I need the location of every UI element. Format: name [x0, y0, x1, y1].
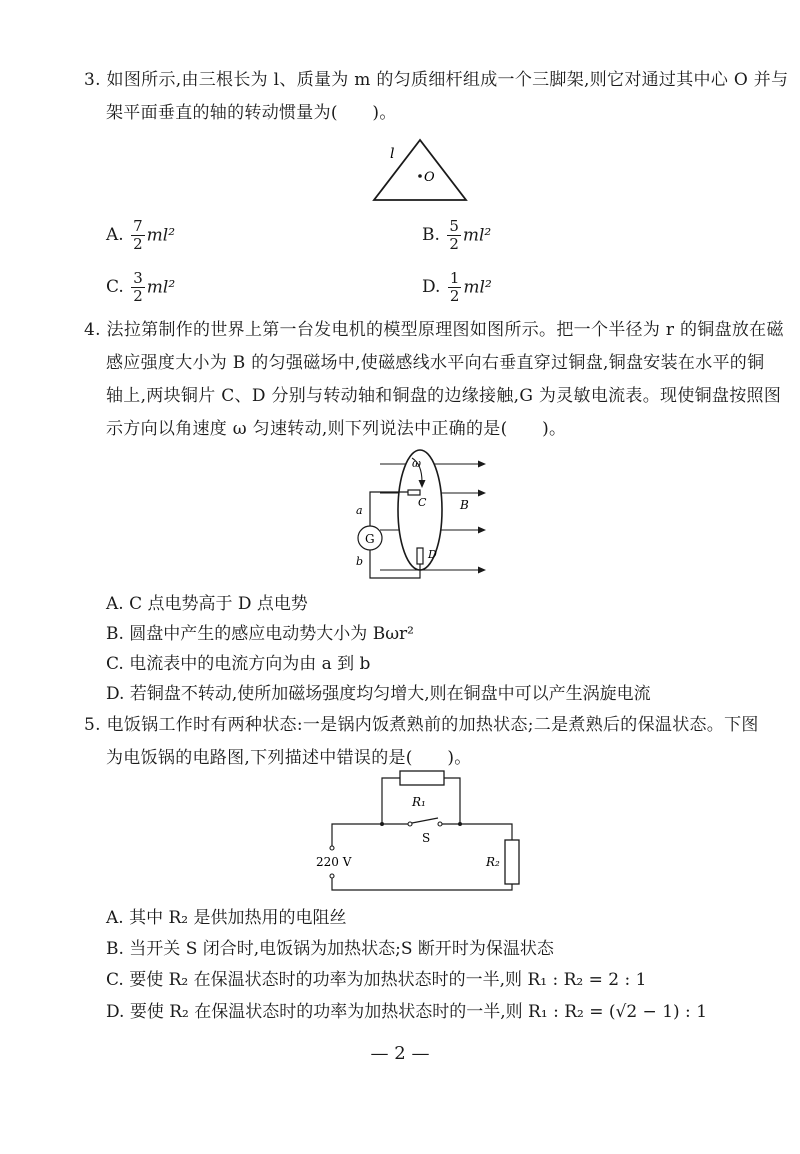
q4-generator-figure — [340, 448, 500, 588]
fraction — [131, 218, 145, 253]
q5-option-d[interactable]: D. 要使 R₂ 在保温状态时的功率为加热状态时的一半,则 R₁ : R₂ = (√2 − 1) : 1 — [106, 1002, 708, 1022]
q5-option-c[interactable]: C. 要使 R₂ 在保温状态时的功率为加热状态时的一半,则 R₁ : R₂ = 2 : 1 — [106, 970, 647, 990]
d-label: D — [428, 548, 437, 561]
switch-blade — [412, 818, 438, 823]
q3-option-d[interactable] — [422, 270, 492, 305]
option-letter: D. — [422, 277, 441, 297]
q3-line-2: 架平面垂直的轴的转动惯量为( )。 — [106, 103, 397, 123]
c-label: C — [418, 496, 427, 509]
fraction — [447, 218, 461, 253]
q3-line-1 — [84, 68, 788, 92]
field-arrow-2 — [478, 490, 486, 497]
q4-option-a[interactable]: A. C 点电势高于 D 点电势 — [106, 594, 308, 614]
main-wire-right — [442, 824, 512, 840]
q4-option-c[interactable]: C. 电流表中的电流方向为由 a 到 b — [106, 654, 371, 674]
field-arrow-4 — [478, 567, 486, 574]
denominator: 2 — [449, 235, 459, 253]
main-wire-left — [332, 824, 408, 846]
option-tail: ml² — [146, 225, 176, 246]
voltage-label: 220 V — [316, 855, 352, 869]
denominator: 2 — [133, 287, 143, 305]
r1-branch — [382, 778, 400, 824]
g-label: G — [365, 532, 375, 546]
option-tail: ml² — [146, 277, 176, 298]
omega-label: ω — [412, 457, 421, 470]
q5-number: 5. — [84, 715, 101, 735]
field-arrow-1 — [478, 461, 486, 468]
q4-number: 4. — [84, 320, 101, 340]
q3-option-b[interactable] — [422, 218, 491, 253]
brush-c — [408, 490, 420, 495]
q5-circuit-figure — [316, 766, 530, 891]
q4-stem-1: 法拉第制作的世界上第一台发电机的模型原理图如图所示。把一个半径为 r 的铜盘放在磁 — [106, 320, 784, 340]
fraction — [448, 270, 462, 305]
q3-stem-1: 如图所示,由三根长为 l、质量为 m 的匀质细杆组成一个三脚架,则它对通过其中心 O 并与 — [106, 70, 789, 90]
q4-option-b[interactable]: B. 圆盘中产生的感应电动势大小为 Bωr² — [106, 624, 414, 644]
q5-line-1 — [84, 713, 759, 737]
q3-number: 3. — [84, 70, 101, 90]
q5-stem-1: 电饭锅工作时有两种状态:一是锅内饭煮熟前的加热状态;二是煮熟后的保温状态。下图 — [106, 715, 759, 735]
option-letter: C. — [106, 277, 124, 297]
bottom-wire — [332, 878, 512, 890]
q5-line-2: 为电饭锅的电路图,下列描述中错误的是( )。 — [106, 748, 472, 768]
resistor-r1 — [400, 771, 444, 785]
r2-label: R₂ — [486, 855, 500, 869]
q4-line-4: 示方向以角速度 ω 匀速转动,则下列说法中正确的是( )。 — [106, 419, 567, 439]
a-label: a — [356, 504, 363, 517]
terminal-bottom — [330, 874, 334, 878]
tripod-triangle — [374, 140, 466, 200]
resistor-r2 — [505, 840, 519, 884]
q3-option-c[interactable] — [106, 270, 175, 305]
switch-pin-right — [438, 822, 442, 826]
denominator: 2 — [133, 235, 143, 253]
field-arrow-3 — [478, 527, 486, 534]
terminal-top — [330, 846, 334, 850]
r1-branch-right — [444, 778, 460, 824]
numerator: 5 — [449, 217, 459, 235]
option-tail: ml² — [462, 225, 492, 246]
fraction — [131, 270, 145, 305]
q4-line-1 — [84, 318, 784, 342]
q5-option-a[interactable]: A. 其中 R₂ 是供加热用的电阻丝 — [106, 908, 347, 928]
junction-left — [380, 822, 384, 826]
switch-pin-left — [408, 822, 412, 826]
denominator: 2 — [449, 287, 460, 305]
r1-label: R₁ — [412, 795, 426, 809]
q4-line-3: 轴上,两块铜片 C、D 分别与转动轴和铜盘的边缘接触,G 为灵敏电流表。现使铜盘按照图 — [106, 386, 782, 406]
q3-option-a[interactable] — [106, 218, 175, 253]
b-field-label: B — [460, 498, 469, 512]
q3-triangle-figure — [370, 140, 470, 210]
center-point — [418, 174, 422, 178]
q4-line-2: 感应强度大小为 B 的匀强磁场中,使磁感线水平向右垂直穿过铜盘,铜盘安装在水平的铜 — [106, 353, 765, 373]
switch-s-label: S — [422, 831, 431, 845]
page-number: — 2 — — [370, 1043, 430, 1064]
option-tail: ml² — [463, 277, 492, 298]
option-letter: B. — [422, 225, 440, 245]
center-label-o: O — [424, 170, 435, 185]
side-label-l: l — [390, 146, 395, 162]
numerator: 7 — [133, 217, 143, 235]
axle-d — [417, 548, 423, 564]
q5-option-b[interactable]: B. 当开关 S 闭合时,电饭锅为加热状态;S 断开时为保温状态 — [106, 939, 554, 959]
numerator: 3 — [133, 269, 143, 287]
b-label: b — [356, 555, 364, 568]
q4-option-d[interactable]: D. 若铜盘不转动,使所加磁场强度均匀增大,则在铜盘中可以产生涡旋电流 — [106, 684, 651, 704]
option-letter: A. — [106, 225, 124, 245]
numerator: 1 — [449, 269, 460, 287]
